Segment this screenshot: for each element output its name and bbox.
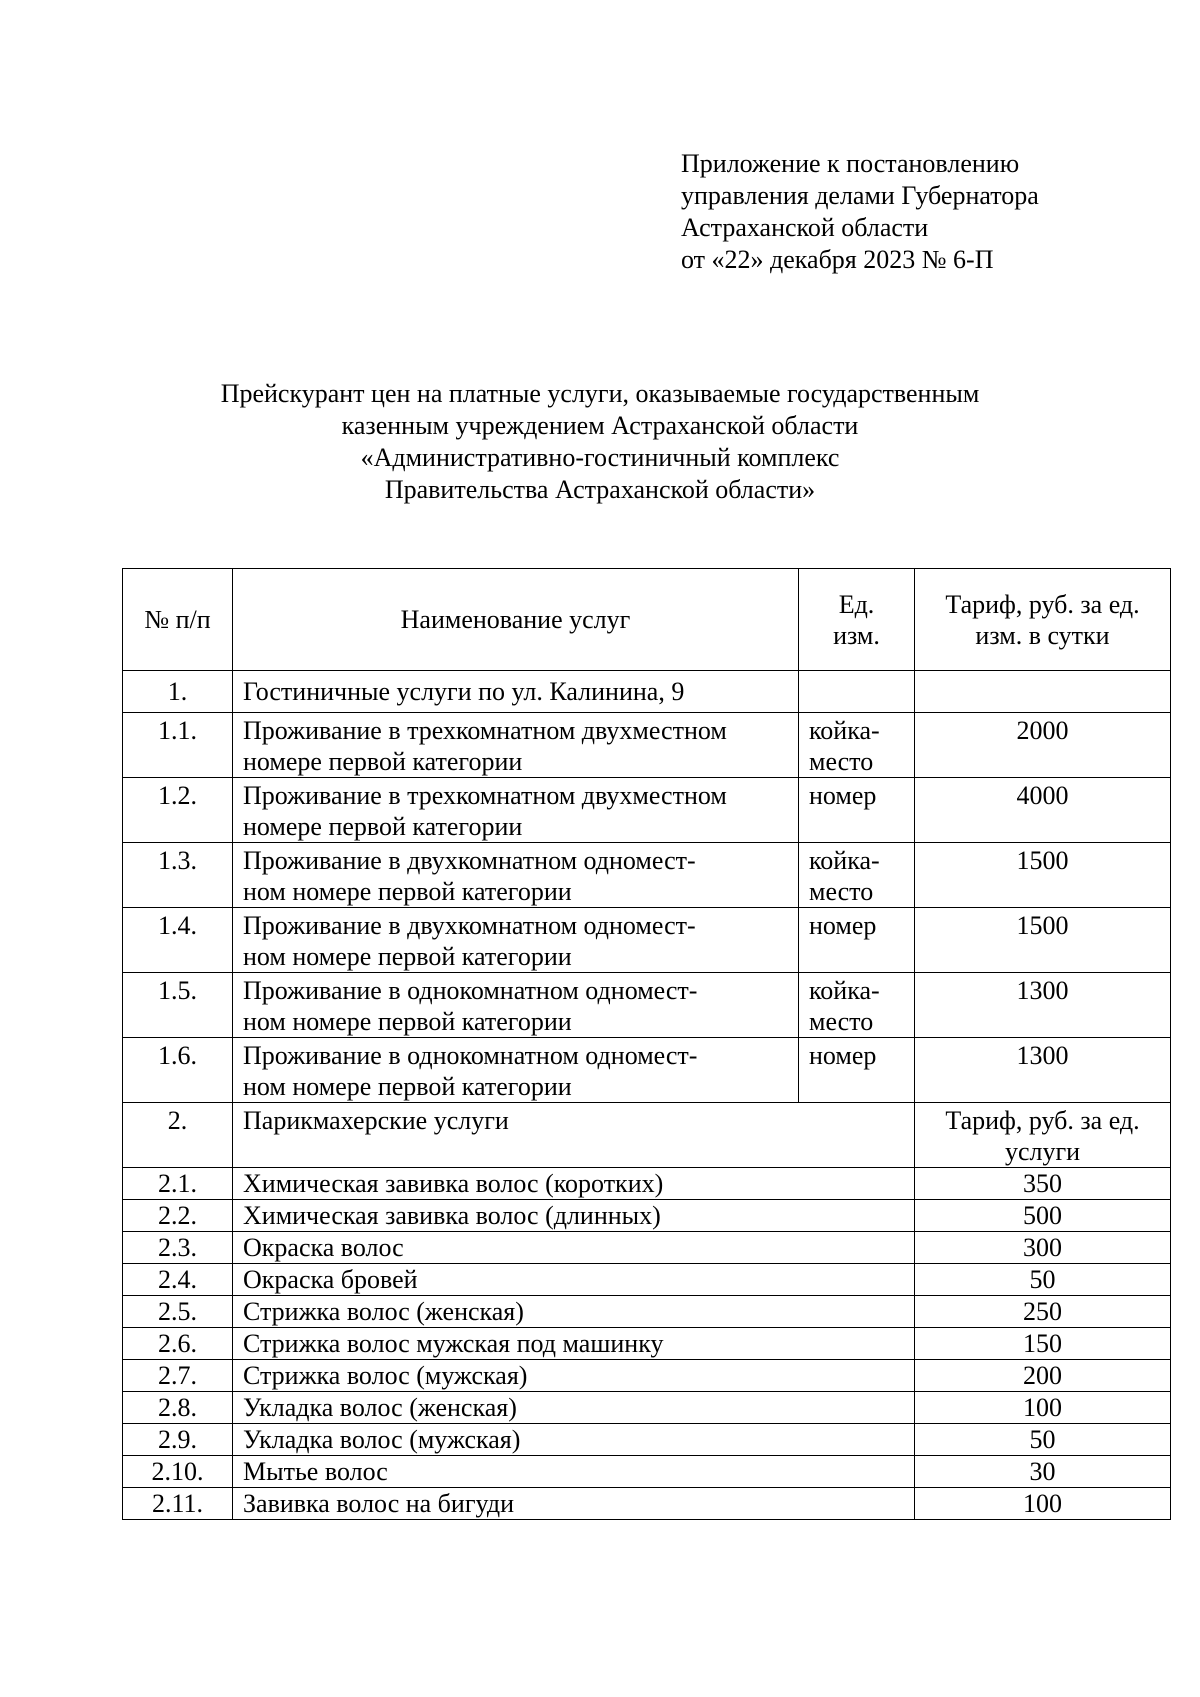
cell-rate: 50 [915, 1424, 1171, 1456]
cell-rate: 300 [915, 1232, 1171, 1264]
cell-name: Окраска волос [233, 1232, 915, 1264]
cell-rate: 2000 [915, 713, 1171, 778]
cell-num: 1.4. [123, 908, 233, 973]
cell-rate: 200 [915, 1360, 1171, 1392]
cell-num: 2.2. [123, 1200, 233, 1232]
appendix-line: управления делами Губернатора [681, 181, 1039, 210]
price-table [122, 568, 1171, 1520]
appendix-line: Астраханской области [681, 213, 929, 242]
cell-unit: койка- место [799, 843, 915, 908]
cell-unit: номер [799, 778, 915, 843]
cell-num: 2.3. [123, 1232, 233, 1264]
cell-name: Окраска бровей [233, 1264, 915, 1296]
cell-num: 2.10. [123, 1456, 233, 1488]
cell-rate: 500 [915, 1200, 1171, 1232]
cell-num: 2. [123, 1103, 233, 1168]
cell-rate: 100 [915, 1392, 1171, 1424]
cell-name: Парикмахерские услуги [233, 1103, 915, 1168]
cell-num: 2.6. [123, 1328, 233, 1360]
cell-rate: 30 [915, 1456, 1171, 1488]
appendix-line: Приложение к постановлению [681, 149, 1020, 178]
cell-num: 1.3. [123, 843, 233, 908]
cell-num: 2.8. [123, 1392, 233, 1424]
cell-name: Стрижка волос (женская) [233, 1296, 915, 1328]
cell-rate [915, 671, 1171, 713]
table-row [123, 908, 1171, 973]
cell-name: Проживание в трехкомнатном двухместном номере первой категории [233, 778, 799, 843]
appendix-line: от «22» декабря 2023 № 6-П [681, 245, 994, 274]
cell-unit [799, 671, 915, 713]
cell-num: 1.2. [123, 778, 233, 843]
cell-num: 2.4. [123, 1264, 233, 1296]
cell-name: Проживание в однокомнатном одномест- ном номере первой категории [233, 1038, 799, 1103]
cell-name: Гостиничные услуги по ул. Калинина, 9 [233, 671, 799, 713]
table-row [123, 778, 1171, 843]
cell-name: Завивка волос на бигуди [233, 1488, 915, 1520]
table-body [123, 671, 1171, 1520]
table-row [123, 1424, 1171, 1456]
table-row [123, 1488, 1171, 1520]
title-line: Прейскурант цен на платные услуги, оказываемые государственным [220, 379, 980, 408]
table-row [123, 1264, 1171, 1296]
cell-name: Проживание в однокомнатном одномест- ном номере первой категории [233, 973, 799, 1038]
cell-rate: 1300 [915, 1038, 1171, 1103]
cell-num: 2.9. [123, 1424, 233, 1456]
cell-name: Проживание в трехкомнатном двухместном номере первой категории [233, 713, 799, 778]
title-line: казенным учреждением Астраханской области [341, 411, 859, 440]
cell-num: 1.5. [123, 973, 233, 1038]
cell-num: 1.1. [123, 713, 233, 778]
cell-rate: 1500 [915, 843, 1171, 908]
cell-name: Укладка волос (женская) [233, 1392, 915, 1424]
cell-name: Стрижка волос (мужская) [233, 1360, 915, 1392]
cell-rate: 250 [915, 1296, 1171, 1328]
table-row [123, 1200, 1171, 1232]
table-row [123, 1360, 1171, 1392]
cell-name: Химическая завивка волос (коротких) [233, 1168, 915, 1200]
cell-name: Химическая завивка волос (длинных) [233, 1200, 915, 1232]
cell-rate-header: Тариф, руб. за ед. услуги [915, 1103, 1171, 1168]
header-rate: Тариф, руб. за ед. изм. в сутки [915, 569, 1171, 671]
title-line: Правительства Астраханской области» [384, 475, 816, 504]
cell-rate: 50 [915, 1264, 1171, 1296]
cell-unit: номер [799, 908, 915, 973]
cell-num: 1.6. [123, 1038, 233, 1103]
cell-rate: 350 [915, 1168, 1171, 1200]
table-row [123, 1328, 1171, 1360]
table-row [123, 1232, 1171, 1264]
cell-name: Мытье волос [233, 1456, 915, 1488]
cell-rate: 1500 [915, 908, 1171, 973]
cell-num: 1. [123, 671, 233, 713]
header-num: № п/п [123, 569, 233, 671]
cell-name: Стрижка волос мужская под машинку [233, 1328, 915, 1360]
table-row [123, 1392, 1171, 1424]
cell-rate: 4000 [915, 778, 1171, 843]
header-name: Наименование услуг [233, 569, 799, 671]
table-row [123, 843, 1171, 908]
cell-name: Проживание в двухкомнатном одномест- ном номере первой категории [233, 908, 799, 973]
cell-rate: 100 [915, 1488, 1171, 1520]
cell-name: Укладка волос (мужская) [233, 1424, 915, 1456]
cell-unit: номер [799, 1038, 915, 1103]
table-row [123, 973, 1171, 1038]
cell-num: 2.1. [123, 1168, 233, 1200]
table-row [123, 1168, 1171, 1200]
cell-unit: койка- место [799, 973, 915, 1038]
cell-num: 2.5. [123, 1296, 233, 1328]
table-row [123, 1456, 1171, 1488]
cell-rate: 150 [915, 1328, 1171, 1360]
table-row [123, 1296, 1171, 1328]
table-row [123, 1038, 1171, 1103]
document-title [150, 378, 1050, 506]
appendix-block [681, 148, 1039, 276]
header-unit: Ед. изм. [799, 569, 915, 671]
cell-rate: 1300 [915, 973, 1171, 1038]
section-row [123, 671, 1171, 713]
table-header-row [123, 569, 1171, 671]
cell-num: 2.11. [123, 1488, 233, 1520]
cell-unit: койка- место [799, 713, 915, 778]
cell-name: Проживание в двухкомнатном одномест- ном номере первой категории [233, 843, 799, 908]
section-row [123, 1103, 1171, 1168]
table-row [123, 713, 1171, 778]
cell-num: 2.7. [123, 1360, 233, 1392]
title-line: «Административно-гостиничный комплекс [360, 443, 840, 472]
